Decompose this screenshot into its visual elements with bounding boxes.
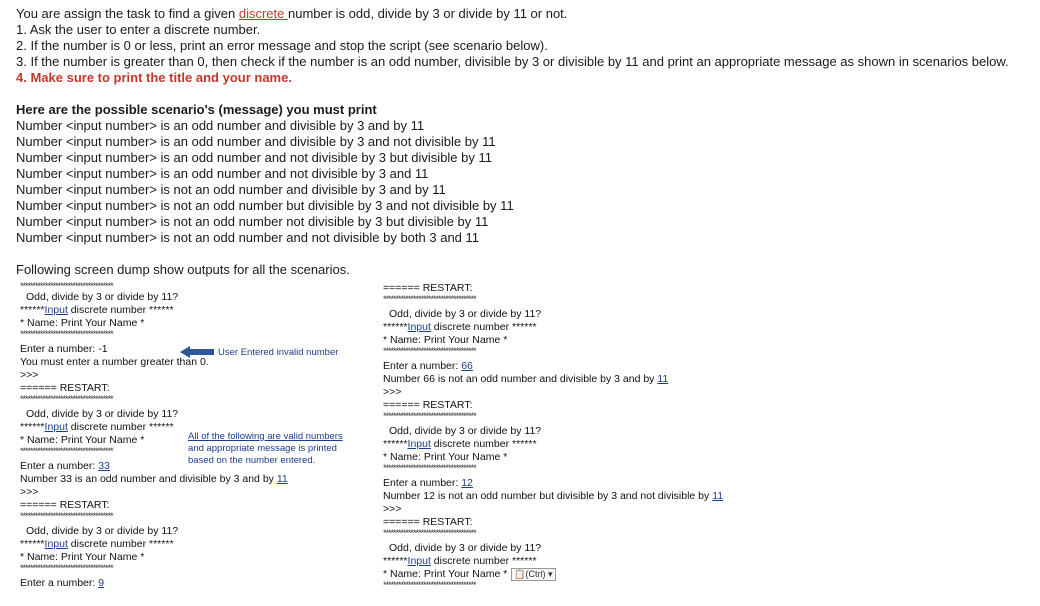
stars-line: *************************************	[20, 447, 113, 456]
stars-line: *************************************	[383, 295, 476, 304]
stars-line: *************************************	[383, 412, 476, 421]
program-title: Odd, divide by 3 or divide by 11?	[26, 291, 179, 303]
scenario-item: Number <input number> is not an odd number and not divisible by both 3 and 11	[16, 230, 480, 245]
enter-number-line: Enter a number: 9	[20, 577, 105, 589]
stars-line: *************************************	[383, 464, 476, 473]
input-line: ******Input discrete number ******	[20, 304, 174, 316]
result-message: Number 33 is an odd number and divisible by 3 and by 11	[20, 473, 288, 485]
clipboard-icon: 📋	[514, 569, 526, 579]
stars-line: *************************************	[20, 330, 113, 339]
program-title: Odd, divide by 3 or divide by 11?	[26, 408, 179, 420]
input-line: ******Input discrete number ******	[383, 438, 537, 450]
intro-text-end: number is odd, divide by 3 or divide by 11 or not.	[287, 6, 568, 21]
input-line: ******Input discrete number ******	[383, 555, 537, 567]
restart-line: ====== RESTART:	[20, 382, 110, 394]
scenario-item: Number <input number> is an odd number and not divisible by 3 and 11	[16, 166, 429, 181]
scenario-item: Number <input number> is an odd number and not divisible by 3 but divisible by 11	[16, 150, 492, 165]
enter-number-line: Enter a number: -1	[20, 343, 108, 355]
valid-numbers-note: All of the following are valid numbers and appropriate message is printed based on the number entered.	[188, 431, 343, 466]
invalid-number-note: User Entered invalid number	[218, 347, 339, 358]
restart-line: ====== RESTART:	[20, 499, 110, 511]
step-4: 4. Make sure to print the title and your name.	[16, 70, 292, 85]
prompt: >>>	[20, 486, 39, 498]
intro-line	[16, 6, 1036, 22]
enter-number-line: Enter a number: 12	[383, 477, 473, 489]
scenario-item: Number <input number> is an odd number and divisible by 3 and not divisible by 11	[16, 134, 496, 149]
program-title: Odd, divide by 3 or divide by 11?	[389, 425, 542, 437]
document	[16, 6, 1036, 278]
intro-text: You are assign the task to find a given	[16, 6, 239, 21]
name-line: * Name: Print Your Name *	[383, 334, 508, 346]
stars-line: *************************************	[20, 395, 113, 404]
error-message: You must enter a number greater than 0.	[20, 356, 209, 368]
name-line: * Name: Print Your Name * 📋(Ctrl) ▾	[383, 568, 1033, 581]
step-2: 2. If the number is 0 or less, print an error message and stop the script (see scenario below).	[16, 38, 548, 53]
scenario-item: Number <input number> is not an odd number but divisible by 3 and not divisible by 11	[16, 198, 514, 213]
step-3: 3. If the number is greater than 0, then check if the number is an odd number, divisible by 3 or divisible by 11 and print an appropriate message as shown in scenarios below.	[16, 54, 1009, 69]
paste-options-button[interactable]: 📋(Ctrl) ▾	[511, 568, 555, 581]
program-title: Odd, divide by 3 or divide by 11?	[26, 525, 179, 537]
name-line: * Name: Print Your Name *	[20, 434, 145, 446]
name-line: * Name: Print Your Name *	[20, 317, 145, 329]
scenario-item: Number <input number> is not an odd number and divisible by 3 and by 11	[16, 182, 446, 197]
discrete-link[interactable]: discrete	[238, 6, 288, 21]
right-screen-dump	[383, 282, 1033, 590]
result-message: Number 66 is not an odd number and divisible by 3 and by 11	[383, 373, 669, 385]
restart-line: ====== RESTART:	[383, 399, 473, 411]
scenario-item: Number <input number> is an odd number and divisible by 3 and by 11	[16, 118, 425, 133]
stars-line: *************************************	[20, 564, 113, 573]
program-title: Odd, divide by 3 or divide by 11?	[389, 542, 542, 554]
restart-line: ====== RESTART:	[383, 516, 473, 528]
stars-line: *************************************	[383, 347, 476, 356]
stars-line: *************************************	[383, 529, 476, 538]
enter-number-line: Enter a number: 66	[383, 360, 473, 372]
scenarios-heading: Here are the possible scenario's (message) you must print	[16, 102, 377, 117]
step-1: 1. Ask the user to enter a discrete number.	[16, 22, 261, 37]
stars-line: *************************************	[383, 581, 476, 590]
program-title: Odd, divide by 3 or divide by 11?	[389, 308, 542, 320]
scenario-item: Number <input number> is not an odd number not divisible by 3 but divisible by 11	[16, 214, 489, 229]
prompt: >>>	[383, 503, 402, 515]
prompt: >>>	[383, 386, 402, 398]
name-line: * Name: Print Your Name *	[20, 551, 145, 563]
enter-number-line: Enter a number: 33	[20, 460, 110, 472]
name-line: * Name: Print Your Name *	[383, 451, 508, 463]
stars-line: *************************************	[20, 512, 113, 521]
input-line: ******Input discrete number ******	[20, 421, 174, 433]
stars-line: *************************************	[20, 282, 113, 291]
screen-dump-caption: Following screen dump show outputs for all the scenarios.	[16, 262, 350, 277]
restart-line: ====== RESTART:	[383, 282, 473, 294]
result-message: Number 12 is not an odd number but divisible by 3 and not divisible by 11	[383, 490, 724, 502]
left-arrow-icon	[180, 346, 214, 358]
prompt: >>>	[20, 369, 39, 381]
input-line: ******Input discrete number ******	[20, 538, 174, 550]
input-line: ******Input discrete number ******	[383, 321, 537, 333]
